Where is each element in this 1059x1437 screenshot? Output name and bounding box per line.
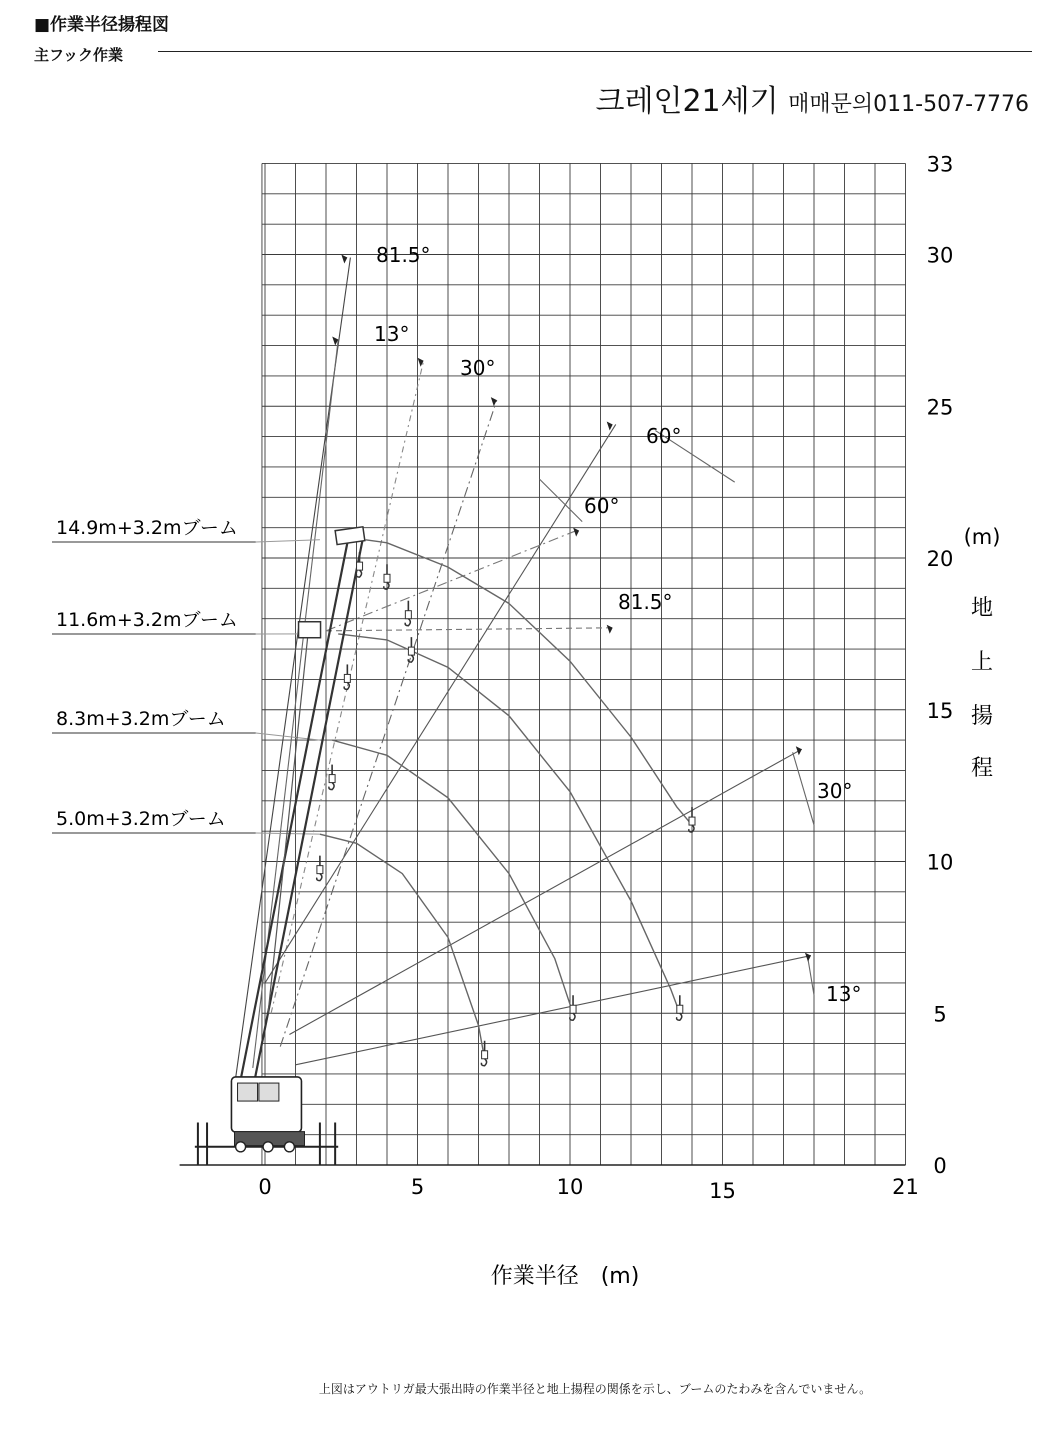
- boom-label: 14.9m+3.2mブーム: [56, 517, 238, 539]
- angle-label: 13°: [374, 322, 410, 346]
- lift-curves: [320, 540, 692, 1059]
- y-axis-char: 地: [970, 596, 994, 621]
- y-tick-label: 25: [926, 395, 954, 420]
- y-tick-label: 5: [933, 1002, 947, 1027]
- crane-wheel: [284, 1142, 294, 1152]
- x-axis-label: 作業半径 (m): [490, 1264, 640, 1289]
- hook-curl: [570, 1013, 575, 1020]
- angle-label: 30°: [817, 779, 853, 803]
- hook-curl: [329, 783, 334, 790]
- angle-label: 81.5°: [618, 590, 673, 614]
- hook-curl: [317, 874, 322, 881]
- hook-block: [482, 1051, 488, 1059]
- y-tick-label: 30: [926, 243, 954, 268]
- hook-block: [408, 647, 414, 655]
- boom-label: 11.6m+3.2mブーム: [56, 609, 238, 631]
- y-tick-label: 15: [926, 698, 954, 723]
- hook-block: [384, 574, 390, 582]
- banner-phone: 매매문의011-507-7776: [788, 92, 1029, 117]
- crane-wheel: [263, 1142, 273, 1152]
- cab-window: [259, 1083, 279, 1101]
- subtitle: 主フック作業: [34, 46, 123, 64]
- lift-curve: [332, 740, 573, 1013]
- boom-angle-line: [265, 424, 616, 982]
- boom-tip-sheave: [335, 527, 365, 545]
- hook-marker: [356, 552, 362, 577]
- x-tick-label: 0: [258, 1175, 272, 1199]
- boom-label: 8.3m+3.2mブーム: [56, 708, 226, 730]
- angle-arrow: [607, 625, 613, 634]
- boom-angle-line: [326, 531, 576, 631]
- x-tick-label: 5: [410, 1175, 425, 1199]
- x-tick-label: 21: [892, 1175, 919, 1199]
- crane-wheel: [236, 1142, 246, 1152]
- hook-marker: [570, 995, 576, 1020]
- hook-block: [677, 1005, 683, 1013]
- boom-tip-sheave: [299, 622, 321, 638]
- hook-marker: [408, 637, 414, 662]
- boom-angle-line: [808, 959, 814, 995]
- angle-label: 81.5°: [376, 243, 431, 267]
- hook-curl: [405, 619, 410, 626]
- boom-angle-line: [793, 752, 814, 825]
- y-tick-label: 20: [926, 547, 954, 571]
- hook-block: [344, 674, 350, 682]
- y-axis-char: 程: [970, 756, 994, 781]
- footnote: 上図はアウトリガ最大張出時の作業半径と地上揚程の関係を示し、ブームのたわみを含んでいません。: [318, 1382, 872, 1396]
- y-axis-unit: (m): [963, 525, 1001, 549]
- y-tick-label: 0: [933, 1154, 947, 1178]
- angle-arrow: [796, 746, 802, 755]
- hook-curl: [481, 1059, 486, 1066]
- angle-label: 13°: [826, 982, 862, 1006]
- hook-marker: [405, 601, 411, 626]
- hook-block: [317, 866, 323, 874]
- angle-label: 60°: [646, 424, 682, 448]
- hook-markers: [317, 552, 695, 1066]
- angle-arrow: [491, 397, 497, 406]
- angle-label: 60°: [584, 494, 620, 518]
- hook-curl: [677, 1013, 682, 1020]
- angle-arrow: [418, 358, 424, 367]
- hook-marker: [677, 995, 683, 1020]
- boom-angle-line: [296, 956, 811, 1065]
- boom-label-leader: [256, 833, 320, 834]
- lift-curve: [320, 834, 485, 1059]
- hook-block: [329, 775, 335, 783]
- hook-curl: [344, 682, 349, 689]
- hook-block: [405, 611, 411, 619]
- y-axis-char: 上: [970, 650, 994, 675]
- hook-block: [357, 562, 363, 570]
- chart-grid: [180, 163, 906, 1165]
- angle-arrow: [341, 255, 347, 264]
- hook-block: [570, 1005, 576, 1013]
- hook-marker: [317, 856, 323, 881]
- boom-angle-line: [540, 479, 583, 521]
- y-axis-char: 揚: [970, 704, 994, 729]
- section-title: ■作業半径揚程図: [34, 15, 170, 35]
- x-tick-label: 15: [709, 1179, 736, 1203]
- banner-company: 크레인21세기: [595, 84, 779, 119]
- hook-block: [689, 817, 695, 825]
- angle-arrow: [573, 528, 579, 537]
- hook-marker: [329, 765, 335, 790]
- y-tick-label: 33: [926, 152, 954, 177]
- lift-curve: [366, 540, 692, 825]
- cab-window: [238, 1083, 258, 1101]
- chart-labels: [56, 152, 1000, 1289]
- angle-arrow: [607, 421, 613, 430]
- boom-angle-line: [271, 361, 424, 1014]
- y-tick-label: 10: [926, 850, 954, 875]
- boom-label: 5.0m+3.2mブーム: [56, 808, 226, 830]
- angle-label: 30°: [460, 356, 496, 380]
- x-tick-label: 10: [556, 1175, 584, 1199]
- boom-angle-lines: [52, 255, 814, 1087]
- crane-boom: [268, 637, 308, 1013]
